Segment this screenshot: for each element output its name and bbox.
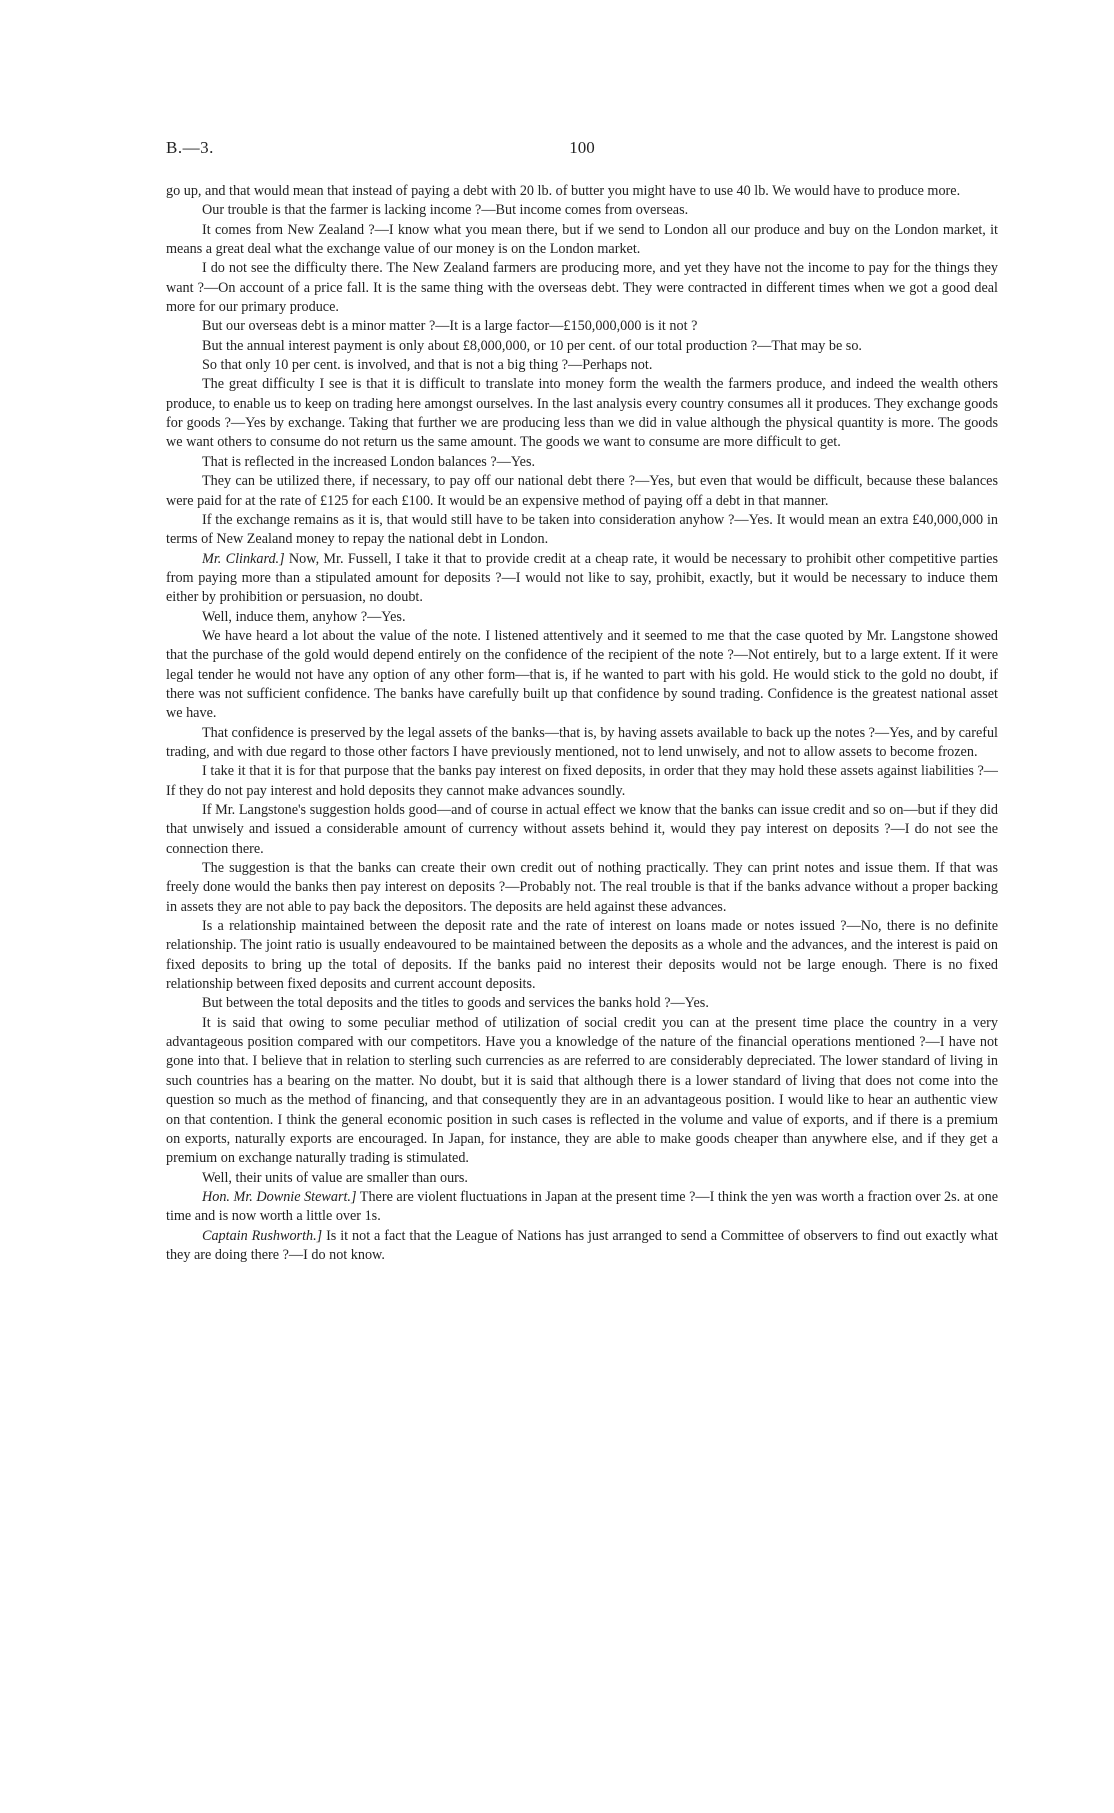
- paragraph-text: That confidence is preserved by the legal assets of the banks—that is, by having assets available to back up the notes ?—Yes, and by careful trading, and with due regard to those other factors I have previously mentioned, not to lend unwisely, and not to allow assets to become frozen.: [166, 724, 998, 760]
- paragraph-text: Our trouble is that the farmer is lacking income ?—But income comes from overseas.: [202, 202, 689, 219]
- paragraph-text: We have heard a lot about the value of the note. I listened attentively and it seemed to me that the case quoted by Mr. Langstone showed that the purchase of the gold would depend entirely on the confidence of the recipient of the note ?—Not entirely, but to a large extent. If it were legal tender he would not have any option of any other form—that is, if he wanted to part with his gold. He would stick to the gold no doubt, if there was not sufficient confidence. The banks have carefully built up that confidence by sound trading. Confidence is the greatest national asset we have.: [166, 627, 998, 722]
- paragraph: [166, 724, 998, 763]
- paragraph-text: It comes from New Zealand ?—I know what you mean there, but if we send to London all our produce and buy on the London market, it means a great deal what the exchange value of our money is on the London market.: [166, 221, 998, 258]
- paragraph-text: Well, their units of value are smaller than ours.: [202, 1169, 468, 1186]
- page-header: [166, 138, 998, 168]
- document-reference: B.—3.: [166, 138, 214, 157]
- paragraph: [166, 337, 998, 356]
- paragraph-text: If Mr. Langstone's suggestion holds good—and of course in actual effect we know that the banks can issue credit and so on—but if they did that unwisely and issued a considerable amount of currency without assets behind it, would they pay interest on deposits ?—I do not see the connection there.: [166, 802, 998, 857]
- paragraph-text: But our overseas debt is a minor matter ?—It is a large factor—£150,000,000 is it not ?: [202, 318, 698, 335]
- page-number: 100: [569, 138, 595, 157]
- paragraph: [166, 356, 998, 375]
- paragraph: [166, 259, 998, 317]
- paragraph: [166, 221, 998, 260]
- paragraph: [166, 201, 998, 220]
- paragraph-text: The great difficulty I see is that it is difficult to translate into money form the wealth the farmers produce, and indeed the wealth others produce, to enable us to keep on trading here amongst ourselves. In the last analysis every country consumes all it produces. They exchange goods for goods ?—Yes by exchange. Taking that further we are producing less than we did in value although the physical quantity is more. The goods we want others to consume do not return us the same amount. The goods we want to consume are more difficult to get.: [166, 376, 998, 451]
- paragraph-text: But the annual interest payment is only about £8,000,000, or 10 per cent. of our total production ?—That may be so.: [202, 337, 862, 354]
- speaker-name: Captain Rushworth.]: [202, 1227, 323, 1244]
- paragraph-text: Well, induce them, anyhow ?—Yes.: [202, 608, 406, 625]
- paragraph: [166, 511, 998, 550]
- paragraph-text: So that only 10 per cent. is involved, and that is not a big thing ?—Perhaps not.: [202, 357, 653, 374]
- paragraph: [166, 917, 998, 994]
- paragraph: [166, 1014, 998, 1169]
- paragraph: [166, 453, 998, 472]
- paragraph-text: But between the total deposits and the titles to goods and services the banks hold ?—Yes.: [202, 995, 709, 1012]
- paragraph: [166, 1227, 998, 1266]
- paragraph: [166, 182, 998, 201]
- paragraph: [166, 994, 998, 1013]
- paragraph: [166, 317, 998, 336]
- paragraph-text: Is a relationship maintained between the deposit rate and the rate of interest on loans made or notes issued ?—No, there is no definite relationship. The joint ratio is usually endeavoured to be maintained between the deposits as a whole and the advances, and the interest is paid on fixed deposits to bring up the total of deposits. If the banks paid no interest their deposits would not be large enough. There is no fixed relationship between fixed deposits and current account deposits.: [166, 918, 998, 993]
- paragraph-text: That is reflected in the increased London balances ?—Yes.: [202, 453, 536, 470]
- paragraph-text: It is said that owing to some peculiar method of utilization of social credit you can at the present time place the country in a very advantageous position compared with our competitors. Have you a knowledge of the nature of the financial operations mentioned ?—I have not gone into that. I believe that in relation to sterling such currencies as are referred to are considerably depreciated. The lower standard of living in such countries has a bearing on the matter. No doubt, but it is said that although there is a lower standard of living that does not come into the question so much as the method of financing, and that consequently they are in an advantageous position. I would like to hear an authentic view on that contention. I think the general economic position in such cases is reflected in the volume and value of exports, and if there is a premium on exports, naturally exports are encouraged. In Japan, for instance, they are able to make goods cheaper than anywhere else, and if they get a premium on exchange naturally trading is stimulated.: [166, 1014, 998, 1167]
- paragraph-text: Is it not a fact that the League of Nations has just arranged to send a Committee of observers to find out exactly what they are doing there ?—I do not know.: [166, 1227, 998, 1263]
- paragraph-text: They can be utilized there, if necessary, to pay off our national debt there ?—Yes, but even that would be difficult, because these balances were paid for at the rate of £125 for each £100. It would be an expensive method of paying off a debt in that manner.: [166, 473, 998, 509]
- paragraph: [166, 472, 998, 511]
- paragraph: [166, 375, 998, 452]
- document-page: [166, 138, 998, 1265]
- paragraph: [166, 762, 998, 801]
- paragraph-text: I do not see the difficulty there. The New Zealand farmers are producing more, and yet they have not the income to pay for the things they want ?—On account of a price fall. It is the same thing with the overseas debt. They were contracted in different times when we got a good deal more for our primary produce.: [166, 260, 998, 316]
- paragraph-text: I take it that it is for that purpose that the banks pay interest on fixed deposits, in order that they may hold these assets against liabilities ?—If they do not pay interest and hold deposits they cannot make advances soundly.: [166, 763, 998, 799]
- speaker-name: Mr. Clinkard.]: [202, 550, 285, 567]
- paragraph: [166, 859, 998, 917]
- paragraph: [166, 801, 998, 859]
- paragraph: [166, 627, 998, 724]
- page-body: [166, 182, 998, 1265]
- paragraph-text: Now, Mr. Fussell, I take it that to provide credit at a cheap rate, it would be necessary to prohibit other competitive parties from paying more than a stipulated amount for deposits ?—I would not like to say, prohibit, exactly, but it would be necessary to induce them either by prohibition or persuasion, no doubt.: [166, 550, 998, 606]
- paragraph: [166, 550, 998, 608]
- paragraph: [166, 1169, 998, 1188]
- speaker-name: Hon. Mr. Downie Stewart.]: [202, 1188, 357, 1205]
- paragraph-text: If the exchange remains as it is, that would still have to be taken into consideration anyhow ?—Yes. It would mean an extra £40,000,000 in terms of New Zealand money to repay the national debt in London.: [166, 511, 998, 548]
- paragraph-text: The suggestion is that the banks can create their own credit out of nothing practically. They can print notes and issue them. If that was freely done would the banks then pay interest on deposits ?—Probably not. The real trouble is that if the banks advance without a proper backing in assets they are not able to pay back the depositors. The deposits are held against these advances.: [166, 860, 998, 915]
- paragraph-text: go up, and that would mean that instead of paying a debt with 20 lb. of butter you might have to use 40 lb. We would have to produce more.: [166, 183, 961, 199]
- paragraph: [166, 608, 998, 627]
- paragraph-text: There are violent fluctuations in Japan at the present time ?—I think the yen was worth a fraction over 2s. at one time and is now worth a little over 1s.: [166, 1188, 999, 1225]
- paragraph: [166, 1188, 998, 1227]
